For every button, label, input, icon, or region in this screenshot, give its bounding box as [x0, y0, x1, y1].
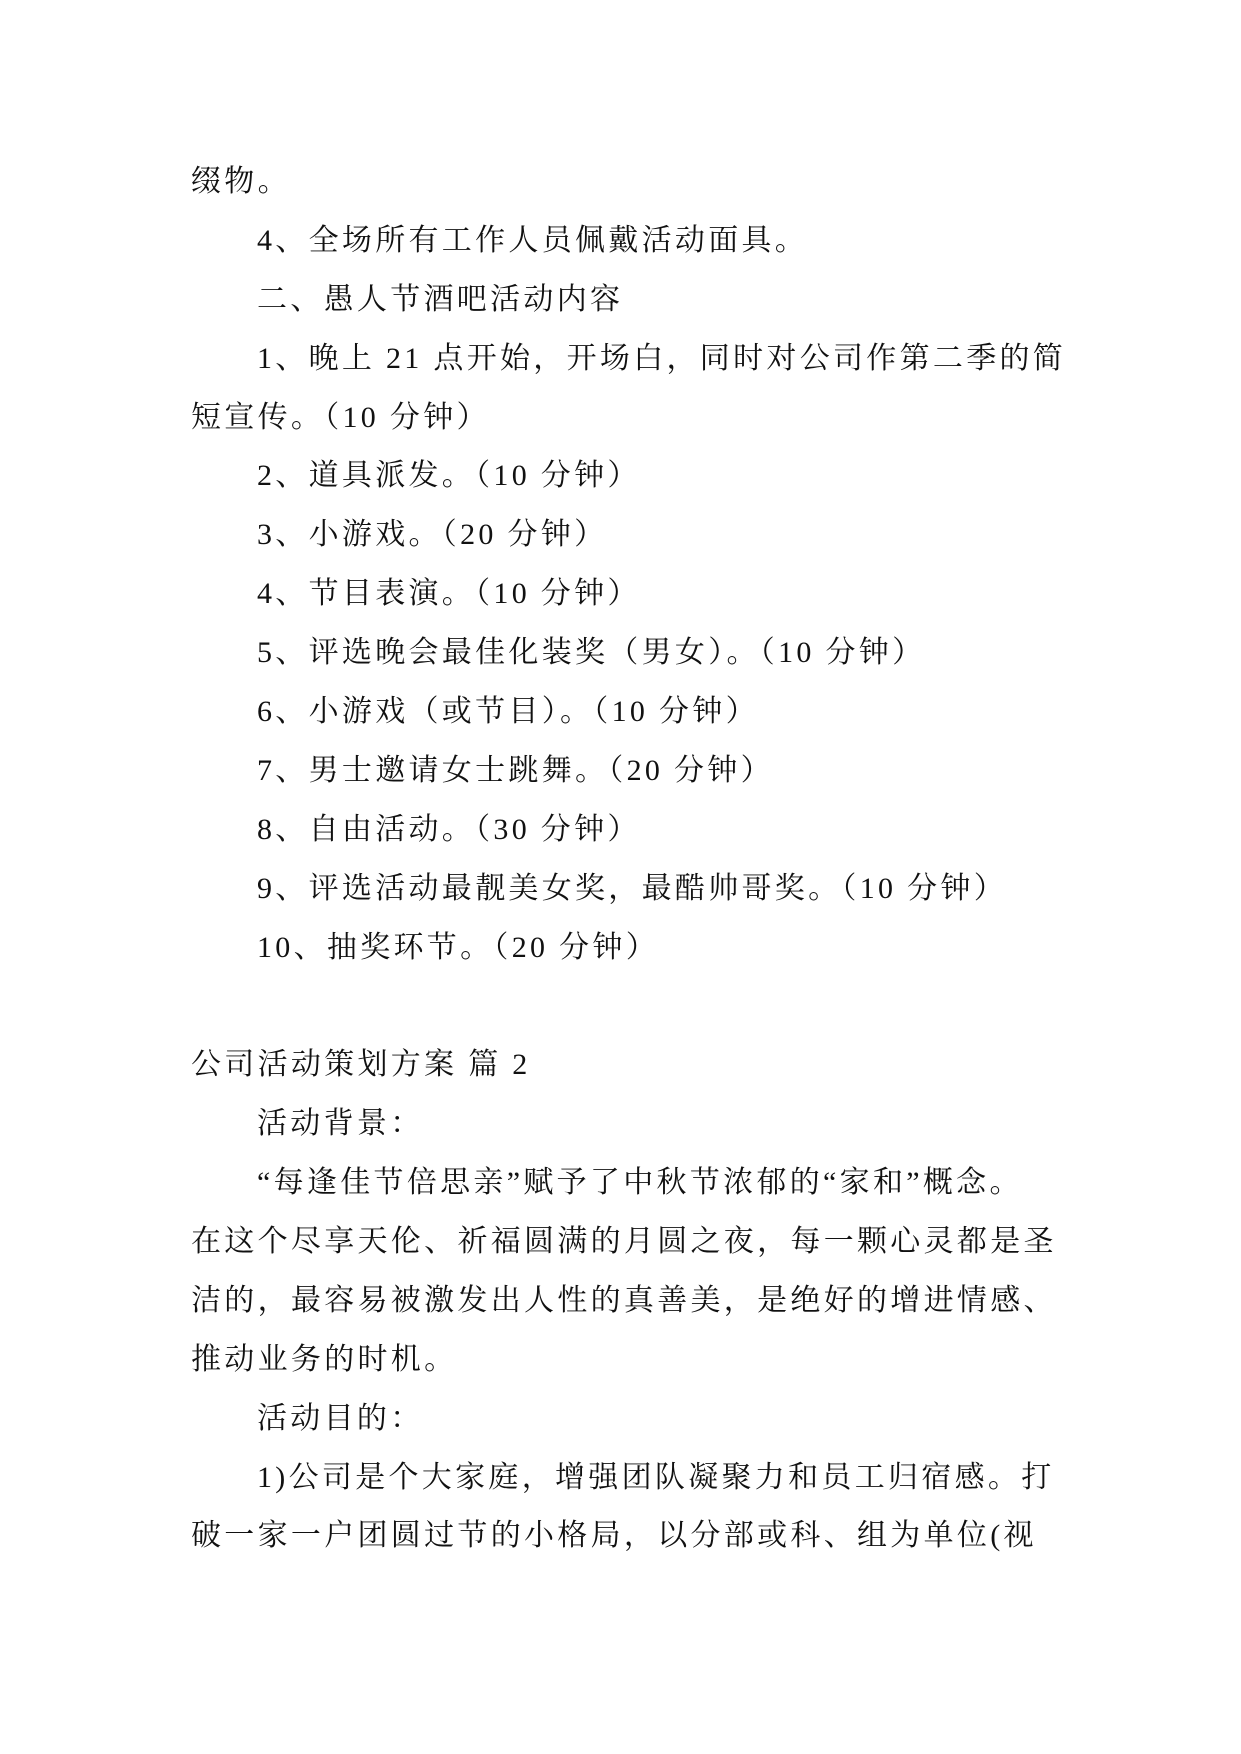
- program-item: 10、抽奖环节。（20 分钟）: [257, 930, 659, 964]
- paragraph-line: 在这个尽享天伦、祈福圆满的月圆之夜，每一颗心灵都是圣: [191, 1225, 1057, 1259]
- paragraph-line: 破一家一户团圆过节的小格局，以分部或科、组为单位(视: [191, 1519, 1037, 1553]
- program-item: [191, 330, 1191, 448]
- program-item: 5、评选晚会最佳化装奖（男女）。（10 分钟）: [257, 636, 926, 670]
- list-item: 4、全场所有工作人员佩戴活动面具。: [257, 223, 809, 257]
- program-item: 4、节目表演。（10 分钟）: [257, 577, 641, 611]
- blank-line: [191, 977, 1191, 1036]
- program-item: 3、小游戏。（20 分钟）: [257, 518, 608, 552]
- background-label: 活动背景：: [257, 1107, 424, 1141]
- paragraph-line: “每逢佳节倍思亲”赋予了中秋节浓郁的“家和”概念。: [257, 1166, 1023, 1200]
- paragraph-line: 1)公司是个大家庭，增强团队凝聚力和员工归宿感。打: [257, 1460, 1055, 1494]
- section-heading: 二、愚人节酒吧活动内容: [257, 282, 624, 316]
- program-item: 8、自由活动。（30 分钟）: [257, 812, 641, 846]
- program-item: 6、小游戏（或节目）。（10 分钟）: [257, 695, 759, 729]
- paragraph-continuation: 缀物。: [191, 165, 291, 198]
- program-item: 7、男士邀请女士跳舞。（20 分钟）: [257, 753, 774, 787]
- program-item: 9、评选活动最靓美女奖，最酷帅哥奖。（10 分钟）: [257, 871, 1007, 905]
- program-item-line: 1、晚上 21 点开始，开场白，同时对公司作第二季的简: [257, 341, 1067, 375]
- purpose-item: [191, 1449, 1191, 1567]
- purpose-label: 活动目的：: [257, 1401, 424, 1435]
- paragraph-line: 洁的，最容易被激发出人性的真善美，是绝好的增进情感、: [191, 1283, 1057, 1317]
- background-paragraph: [191, 1154, 1191, 1390]
- program-list: [191, 330, 1191, 978]
- program-item: 2、道具派发。（10 分钟）: [257, 459, 641, 493]
- document-body: [191, 153, 1191, 1566]
- program-item-line: 短宣传。（10 分钟）: [191, 400, 490, 434]
- document-title: 公司活动策划方案 篇 2: [191, 1048, 531, 1082]
- paragraph-line: 推动业务的时机。: [191, 1342, 458, 1376]
